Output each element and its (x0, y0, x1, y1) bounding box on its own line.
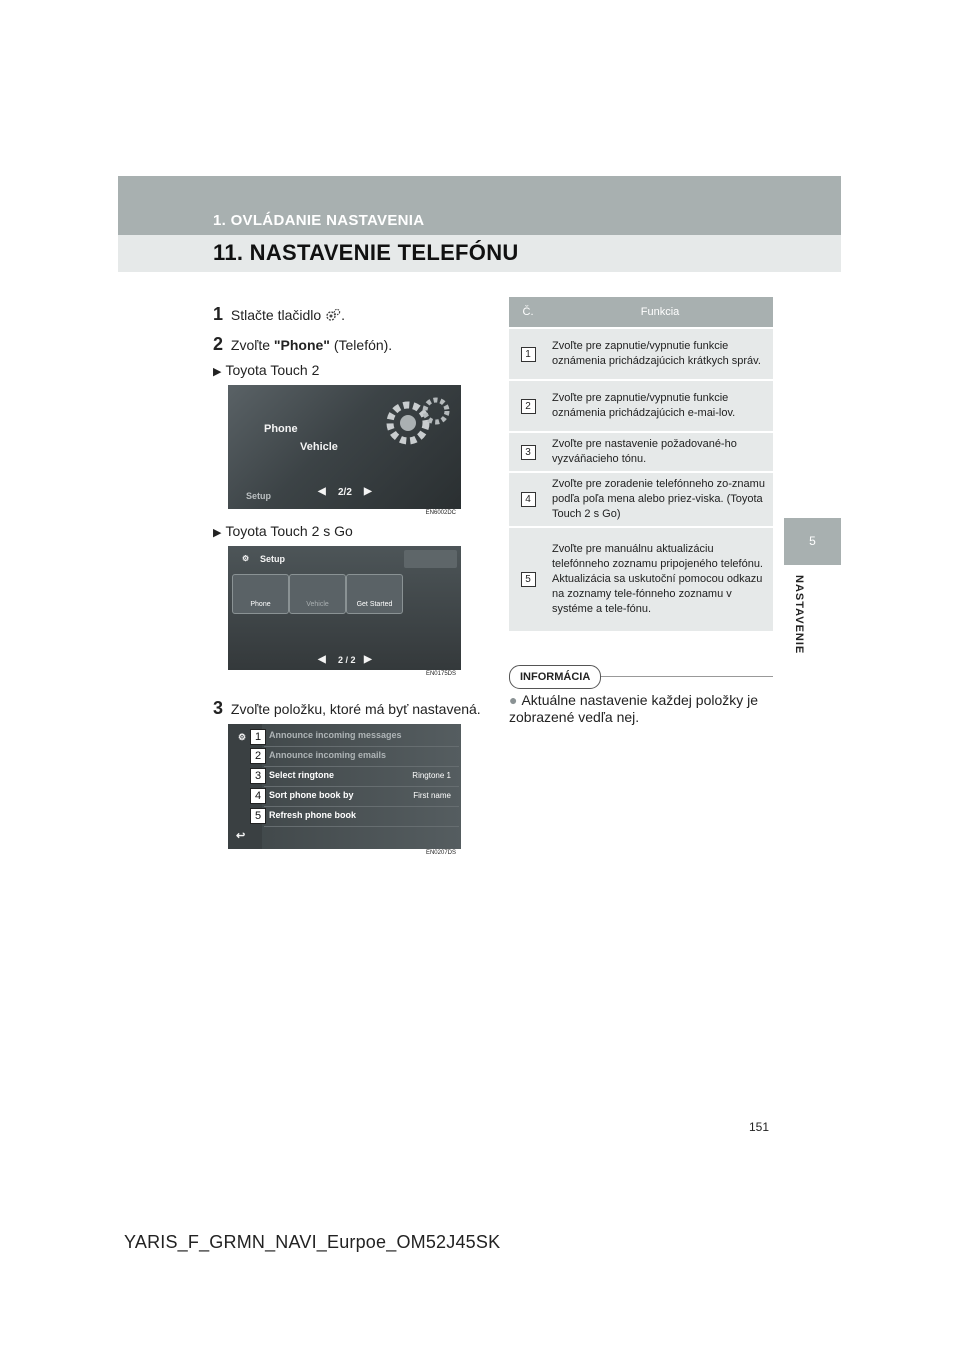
screenshot-touch2 (228, 385, 461, 516)
variant-touch2 (213, 362, 319, 378)
row-refresh-phone-book[interactable]: Refresh phone book (264, 807, 459, 827)
step-text: Stlačte tlačidlo (230, 307, 322, 323)
callout-badge: 1 (250, 729, 266, 745)
info-bullet-text: Aktuálne nastavenie každej položky je zobrazené vedľa nej. (509, 692, 759, 725)
step-text-pre: Zvoľte (230, 337, 274, 353)
col-number-header: Č. (509, 297, 547, 328)
row-number: 5 (521, 572, 536, 587)
get-started-button[interactable]: Get Started (346, 574, 403, 614)
phone-button[interactable]: Phone (232, 574, 289, 614)
table-row (509, 527, 773, 631)
info-bullet (509, 692, 773, 726)
variant-label: Toyota Touch 2 (225, 362, 320, 378)
callout-badge: 3 (250, 768, 266, 784)
row-number: 1 (521, 347, 536, 362)
vehicle-option[interactable]: Vehicle (300, 441, 338, 453)
setup-title: Setup (260, 554, 286, 564)
function-table (509, 297, 773, 631)
setup-label: Setup (246, 491, 272, 501)
prev-page-icon[interactable]: ◀ (318, 654, 326, 665)
table-row (509, 380, 773, 432)
image-code: EN0175DS (423, 670, 459, 678)
screenshot-phone-settings (228, 724, 461, 856)
next-page-icon[interactable]: ▶ (364, 486, 372, 497)
row-number: 3 (521, 445, 536, 460)
footer-code: YARIS_F_GRMN_NAVI_Eurpoe_OM52J45SK (124, 1232, 501, 1252)
vehicle-button[interactable]: Vehicle (289, 574, 346, 614)
status-bar (404, 550, 457, 568)
step-text-post: (Telefón). (329, 337, 393, 353)
row-text: Zvoľte pre zapnutie/vypnutie funkcie oznámenia prichádzajúcich krátkych správ. (547, 328, 773, 380)
triangle-bullet-icon: ▶ (213, 366, 222, 378)
row-number: 4 (521, 492, 536, 507)
step-2 (213, 334, 392, 355)
step-text-bold: "Phone" (273, 337, 330, 353)
callout-badge: 4 (250, 788, 266, 804)
row-number: 2 (521, 399, 536, 414)
page-title: 11. NASTAVENIE TELEFÓNU (213, 240, 519, 265)
phone-option[interactable]: Phone (264, 423, 298, 435)
triangle-bullet-icon: ▶ (213, 527, 222, 539)
info-label: INFORMÁCIA (509, 665, 601, 689)
screenshot-touch2go (228, 546, 461, 677)
page-number: 151 (749, 1120, 770, 1134)
chapter-tab-number: 5 (784, 518, 841, 565)
bullet-dot-icon: ● (509, 692, 518, 708)
chapter-tab-label: NASTAVENIE (793, 575, 805, 655)
row-text: Zvoľte pre zapnutie/vypnutie funkcie oznámenia prichádzajúcich e-mai-lov. (547, 380, 773, 432)
table-row (509, 472, 773, 527)
image-code: EN6002DC (423, 509, 459, 517)
section-title: 1. OVLÁDANIE NASTAVENIA (213, 212, 425, 229)
row-select-ringtone[interactable]: Select ringtone Ringtone 1 (264, 767, 459, 787)
step-text: Zvoľte položku, ktoré má byť nastavená. (230, 701, 481, 717)
page-indicator: 2/2 (338, 487, 352, 498)
step-number: 3 (213, 698, 224, 718)
next-page-icon[interactable]: ▶ (364, 654, 372, 665)
row-announce-emails[interactable]: Announce incoming emails (264, 747, 459, 767)
gears-icon (378, 391, 458, 461)
row-text: Zvoľte pre zoradenie telefónneho zo-znamu podľa poľa mena alebo priez-viska. (Toyota Touch 2 s Go) (547, 472, 773, 527)
row-announce-messages[interactable]: Announce incoming messages (264, 727, 459, 747)
table-row (509, 328, 773, 380)
row-sort-phone-book[interactable]: Sort phone book by First name (264, 787, 459, 807)
callout-badge: 5 (250, 808, 266, 824)
table-row (509, 432, 773, 472)
step-3 (213, 698, 481, 719)
row-text: Zvoľte pre nastavenie požadované-ho vyzváňacieho tónu. (547, 432, 773, 472)
variant-label: Toyota Touch 2 s Go (225, 523, 353, 539)
step-number: 1 (213, 304, 224, 324)
step-1 (213, 304, 345, 325)
step-number: 2 (213, 334, 224, 354)
callout-badge: 2 (250, 748, 266, 764)
col-function-header: Funkcia (547, 297, 773, 328)
back-icon[interactable]: ↩ (236, 830, 246, 842)
prev-page-icon[interactable]: ◀ (318, 486, 326, 497)
row-text: Zvoľte pre manuálnu aktualizáciu telefónneho zoznamu pripojeného telefónu. Aktualizácia sa uskutoční pomocou odkazu na zoznamy tele-fónneho zoznamu v systéme a tele-fónu. (547, 527, 773, 631)
image-code: EN0207DS (423, 849, 459, 857)
phone-settings-icon: ⚙ (238, 732, 247, 742)
setup-gear-icon: ⚙ (242, 554, 250, 563)
variant-touch2go (213, 523, 353, 539)
page-indicator: 2 / 2 (338, 655, 356, 665)
step-suffix: . (341, 307, 345, 323)
setup-gear-icon (325, 308, 341, 322)
table-header (509, 297, 773, 328)
